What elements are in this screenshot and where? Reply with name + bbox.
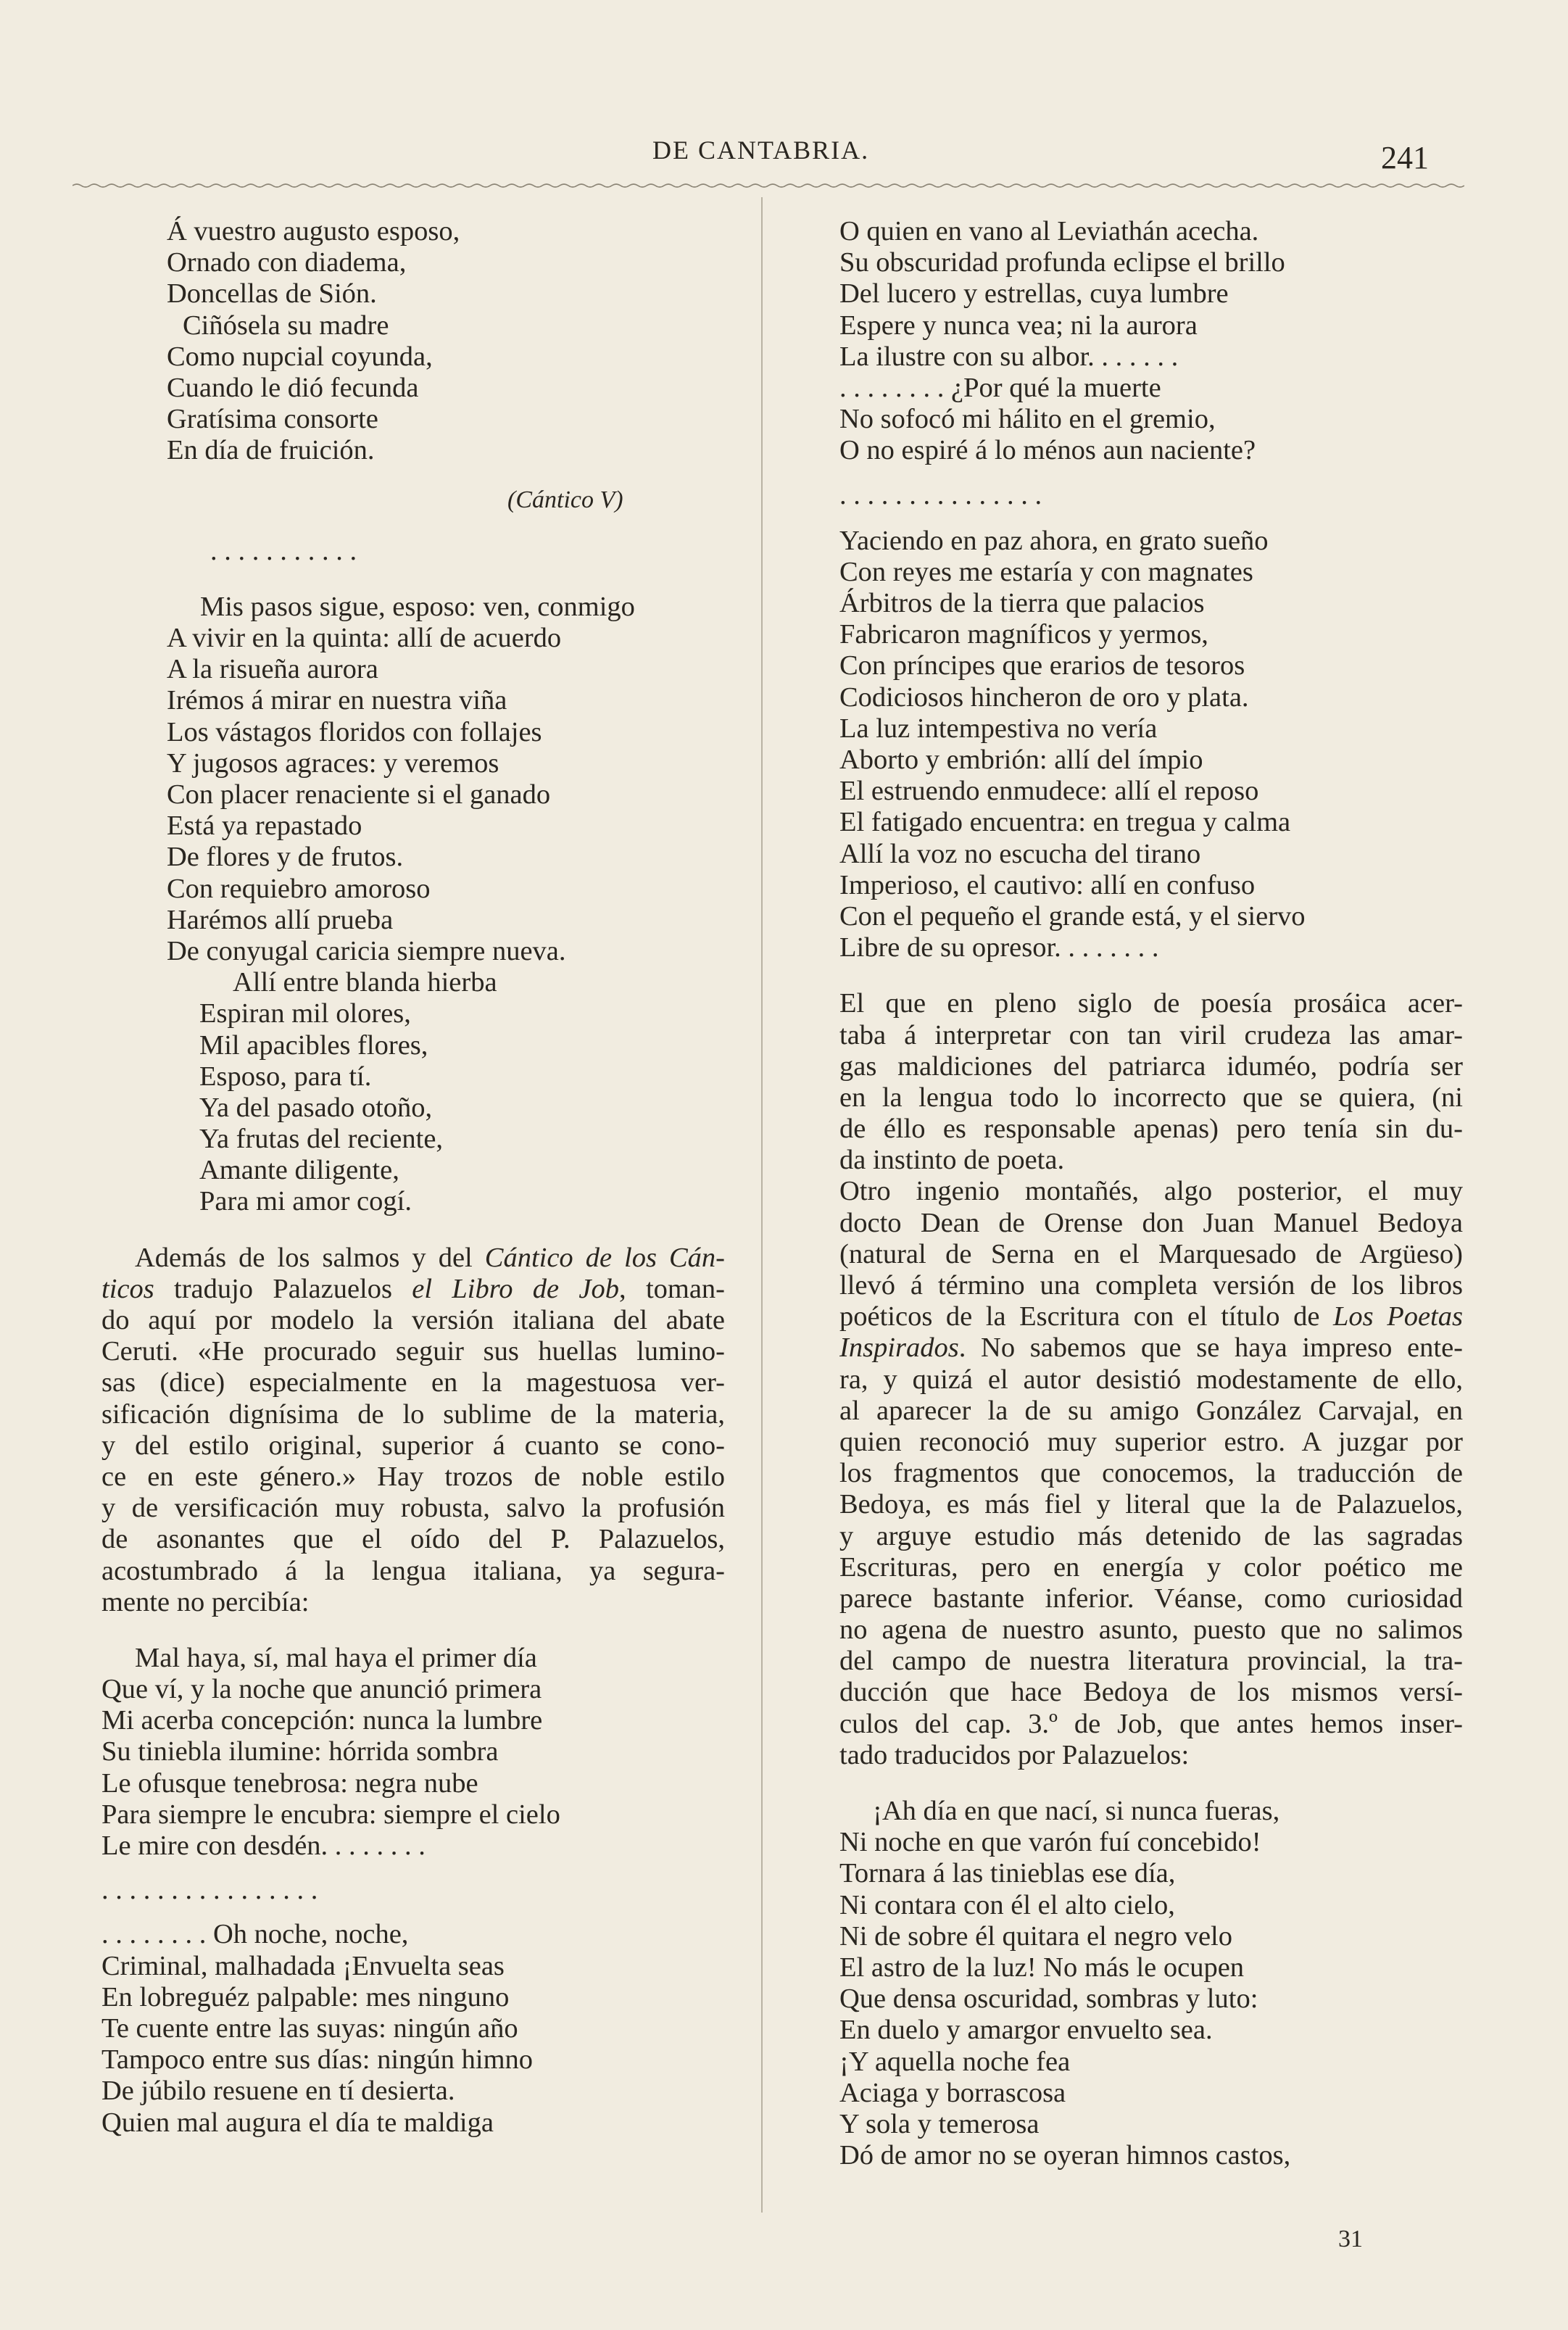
prose-line: y del estilo original, superior á cuanto se cono- (101, 1430, 725, 1461)
verse-line: Árbitros de la tierra que palacios (839, 588, 1205, 619)
prose-line: sificación dignísima de lo sublime de la materia, (101, 1398, 725, 1430)
prose-line: taba á interpretar con tan viril crudeza las amar- (839, 1019, 1463, 1050)
prose-line: quien reconoció muy superior estro. A juzgar por (839, 1426, 1463, 1457)
verse-line: Ciñósela su madre (183, 310, 389, 341)
verse-line: Su tiniebla ilumine: hórrida sombra (101, 1736, 499, 1767)
verse-line: Tampoco entre sus días: ningún himno (101, 2044, 534, 2076)
verse-line: Ornado con diadema, (167, 247, 407, 278)
left-column (101, 216, 725, 2139)
verse-line: Á vuestro augusto esposo, (167, 216, 460, 246)
prose-line: de asonantes que el oído del P. Palazuelos, (101, 1524, 725, 1555)
verse-line: A vivir en la quinta: allí de acuerdo (167, 623, 562, 654)
poem-stanza (101, 216, 725, 467)
prose-line: Otro ingenio montañés, algo posterior, el muy (839, 1176, 1463, 1207)
verse-line: Te cuente entre las suyas: ningún año (101, 2012, 518, 2044)
verse-line: Ya frutas del reciente, (199, 1124, 444, 1155)
verse-line: Del lucero y estrellas, cuya lumbre (839, 278, 1229, 310)
prose-line: gas maldiciones del patriarca iduméo, podría ser (839, 1050, 1463, 1082)
poem-stanza (839, 216, 1463, 467)
attribution: (Cántico V) (507, 486, 623, 513)
prose-line: llevó á término una completa versión de los libros (839, 1270, 1463, 1301)
verse-line: De conyugal caricia siempre nueva. (167, 935, 566, 966)
verse-line: Con reyes me estaría y con magnates (839, 556, 1253, 587)
verse-line: Yaciendo en paz ahora, en grato sueño (839, 525, 1269, 556)
verse-line: Mil apacibles flores, (199, 1029, 428, 1061)
prose-line: mente no percibía: (101, 1586, 310, 1617)
prose-line: ticos tradujo Palazuelos el Libro de Job, toman- (101, 1273, 725, 1304)
verse-line: Para mi amor cogí. (199, 1186, 412, 1217)
prose-line: tado traducidos por Palazuelos: (839, 1739, 1190, 1770)
prose-paragraph (101, 1243, 725, 1618)
verse-line: Mi acerba concepción: nunca la lumbre (101, 1705, 543, 1736)
verse-line: Con requiebro amoroso (167, 873, 431, 904)
ellipsis-row: . . . . . . . . . . . . . . . . (101, 1875, 318, 1906)
prose-paragraph (839, 988, 1463, 1771)
signature-mark: 31 (1338, 2226, 1363, 2252)
poem-stanza (101, 1919, 725, 2138)
verse-line: El fatigado encuentra: en tregua y calma (839, 807, 1291, 838)
prose-line: (natural de Serna en el Marquesado de Argüeso) (839, 1238, 1463, 1269)
verse-line: Codiciosos hincheron de oro y plata. (839, 681, 1249, 713)
verse-line: Mis pasos sigue, esposo: ven, conmigo (200, 591, 635, 622)
poem-stanza (839, 526, 1463, 964)
verse-line: Ni de sobre él quitara el negro velo (839, 1920, 1233, 1952)
header-wavy-rule (72, 183, 1464, 188)
ellipsis-row: . . . . . . . . . . . . . . . (839, 479, 1042, 510)
prose-line: docto Dean de Orense don Juan Manuel Bedoya (839, 1207, 1463, 1238)
prose-line: los fragmentos que conocemos, la traducción de (839, 1458, 1463, 1489)
verse-line: Irémos á mirar en nuestra viña (167, 685, 507, 716)
verse-line: ¡Ah día en que nací, si nunca fueras, (873, 1796, 1280, 1826)
prose-line: sas (dice) especialmente en la magestuosa ver- (101, 1367, 725, 1398)
poem-stanza (101, 1643, 725, 1862)
verse-line: A la risueña aurora (167, 654, 378, 685)
verse-line: Imperioso, el cautivo: allí en confuso (839, 869, 1256, 900)
verse-line: Aciaga y borrascosa (839, 2077, 1066, 2108)
poem-stanza (101, 592, 725, 967)
verse-line: Cuando le dió fecunda (167, 372, 419, 403)
verse-line: Y sola y temerosa (839, 2108, 1040, 2139)
verse-line: Que densa oscuridad, sombras y luto: (839, 1983, 1258, 2015)
prose-line: al aparecer la de su amigo González Carvajal, en (839, 1395, 1463, 1426)
verse-line: Con el pequeño el grande está, y el siervo (839, 900, 1306, 932)
prose-line: Escrituras, pero en energía y color poético me (839, 1551, 1463, 1583)
verse-line: Tornara á las tinieblas ese día, (839, 1858, 1176, 1889)
verse-line: En duelo y amargor envuelto sea. (839, 2015, 1213, 2046)
verse-line: O quien en vano al Leviathán acecha. (839, 216, 1259, 246)
prose-line: ducción que hace Bedoya de los mismos versí- (839, 1677, 1463, 1708)
verse-line: Le ofusque tenebrosa: negra nube (101, 1767, 478, 1799)
verse-line: Como nupcial coyunda, (167, 341, 433, 372)
prose-line: da instinto de poeta. (839, 1145, 1065, 1176)
verse-line: Amante diligente, (199, 1155, 399, 1186)
verse-line: De júbilo resuene en tí desierta. (101, 2076, 455, 2107)
prose-line: parece bastante inferior. Véanse, como curiosidad (839, 1583, 1463, 1614)
poem-stanza (839, 1796, 1463, 2171)
verse-line: Ni contara con él el alto cielo, (839, 1889, 1175, 1920)
verse-line: En lobreguéz palpable: mes ninguno (101, 1981, 510, 2012)
verse-line: Espiran mil olores, (199, 998, 411, 1029)
verse-line: ¡Y aquella noche fea (839, 2046, 1071, 2077)
prose-line: Bedoya, es más fiel y literal que la de Palazuelos, (839, 1489, 1463, 1520)
prose-line: Ceruti. «He procurado seguir sus huellas lumino- (101, 1336, 725, 1367)
running-header-title: DE CANTABRIA. (652, 136, 870, 165)
verse-line: Con placer renaciente si el ganado (167, 779, 551, 810)
verse-line: Aborto y embrión: allí del ímpio (839, 745, 1203, 775)
prose-line: ra, y quizá el autor desistió modestamente de ello, (839, 1364, 1463, 1395)
verse-line: Le mire con desdén. . . . . . . . (101, 1831, 426, 1861)
verse-line: Allí la voz no escucha del tirano (839, 838, 1201, 869)
poem-stanza (101, 967, 725, 1218)
verse-line: Con príncipes que erarios de tesoros (839, 650, 1245, 681)
verse-line: Allí entre blanda hierba (233, 967, 497, 998)
prose-line: culos del cap. 3.º de Job, que antes hemos inser- (839, 1708, 1463, 1739)
page-number: 241 (1381, 140, 1429, 175)
prose-line: Inspirados. No sabemos que se haya impreso ente- (839, 1332, 1463, 1364)
verse-line: Dó de amor no se oyeran himnos castos, (839, 2140, 1291, 2171)
verse-line: Criminal, malhadada ¡Envuelta seas (101, 1950, 505, 1981)
prose-line: de éllo es responsable apenas) pero tenía sin du- (839, 1114, 1463, 1145)
verse-line: . . . . . . . . ¿Por qué la muerte (839, 372, 1161, 403)
verse-line: O no espiré á lo ménos aun naciente? (839, 435, 1256, 466)
prose-line: en la lengua todo lo incorrecto que se quiera, (ni (839, 1082, 1463, 1113)
verse-line: De flores y de frutos. (167, 842, 404, 873)
prose-line: poéticos de la Escritura con el título de Los Poetas (839, 1301, 1463, 1332)
verse-line: Los vástagos floridos con follajes (167, 716, 542, 747)
verse-line: Doncellas de Sión. (167, 278, 377, 310)
prose-line: y de versificación muy robusta, salvo la profusión (101, 1493, 725, 1524)
prose-line: y arguye estudio más detenido de las sagradas (839, 1520, 1463, 1551)
verse-line: No sofocó mi hálito en el gremio, (839, 404, 1216, 435)
verse-line: El estruendo enmudece: allí el reposo (839, 776, 1259, 807)
verse-line: Fabricaron magníficos y yermos, (839, 619, 1208, 650)
verse-line: Su obscuridad profunda eclipse el brillo (839, 247, 1285, 278)
verse-line: Que ví, y la noche que anunció primera (101, 1674, 542, 1705)
verse-line: En día de fruición. (167, 435, 375, 466)
prose-line: ce en este género.» Hay trozos de noble estilo (101, 1461, 725, 1492)
verse-line: Harémos allí prueba (167, 904, 394, 935)
verse-line: Espere y nunca vea; ni la aurora (839, 310, 1198, 341)
prose-line: no agena de nuestro asunto, puesto que no salimos (839, 1614, 1463, 1646)
prose-line: Además de los salmos y del Cántico de los Cán- (135, 1242, 725, 1273)
right-column (839, 216, 1463, 2171)
verse-line: Quien mal augura el día te maldiga (101, 2107, 494, 2138)
verse-line: Mal haya, sí, mal haya el primer día (135, 1642, 537, 1673)
verse-line: Esposo, para tí. (199, 1061, 372, 1092)
prose-line: del campo de nuestra literatura provincial, la tra- (839, 1646, 1463, 1677)
verse-line: Libre de su opresor. . . . . . . . (839, 932, 1159, 963)
prose-line: El que en pleno siglo de poesía prosáica acer- (839, 988, 1463, 1019)
verse-line: El astro de la luz! No más le ocupen (839, 1952, 1245, 1983)
verse-line: La luz intempestiva no vería (839, 713, 1158, 744)
prose-line: acostumbrado á la lengua italiana, ya segura- (101, 1555, 725, 1586)
prose-line: do aquí por modelo la versión italiana del abate (101, 1305, 725, 1335)
ellipsis-row: . . . . . . . . . . . (210, 535, 357, 566)
verse-line: Ya del pasado otoño, (199, 1092, 433, 1123)
column-divider (761, 197, 763, 2213)
verse-line: Para siempre le encubra: siempre el cielo (101, 1799, 560, 1830)
verse-line: Gratísima consorte (167, 404, 378, 435)
verse-line: Y jugosos agraces: y veremos (167, 747, 499, 779)
verse-line: Está ya repastado (167, 810, 362, 842)
verse-line: La ilustre con su albor. . . . . . . (839, 341, 1179, 372)
verse-line: Ni noche en que varón fuí concebido! (839, 1827, 1261, 1858)
verse-line: . . . . . . . . Oh noche, noche, (101, 1919, 409, 1950)
